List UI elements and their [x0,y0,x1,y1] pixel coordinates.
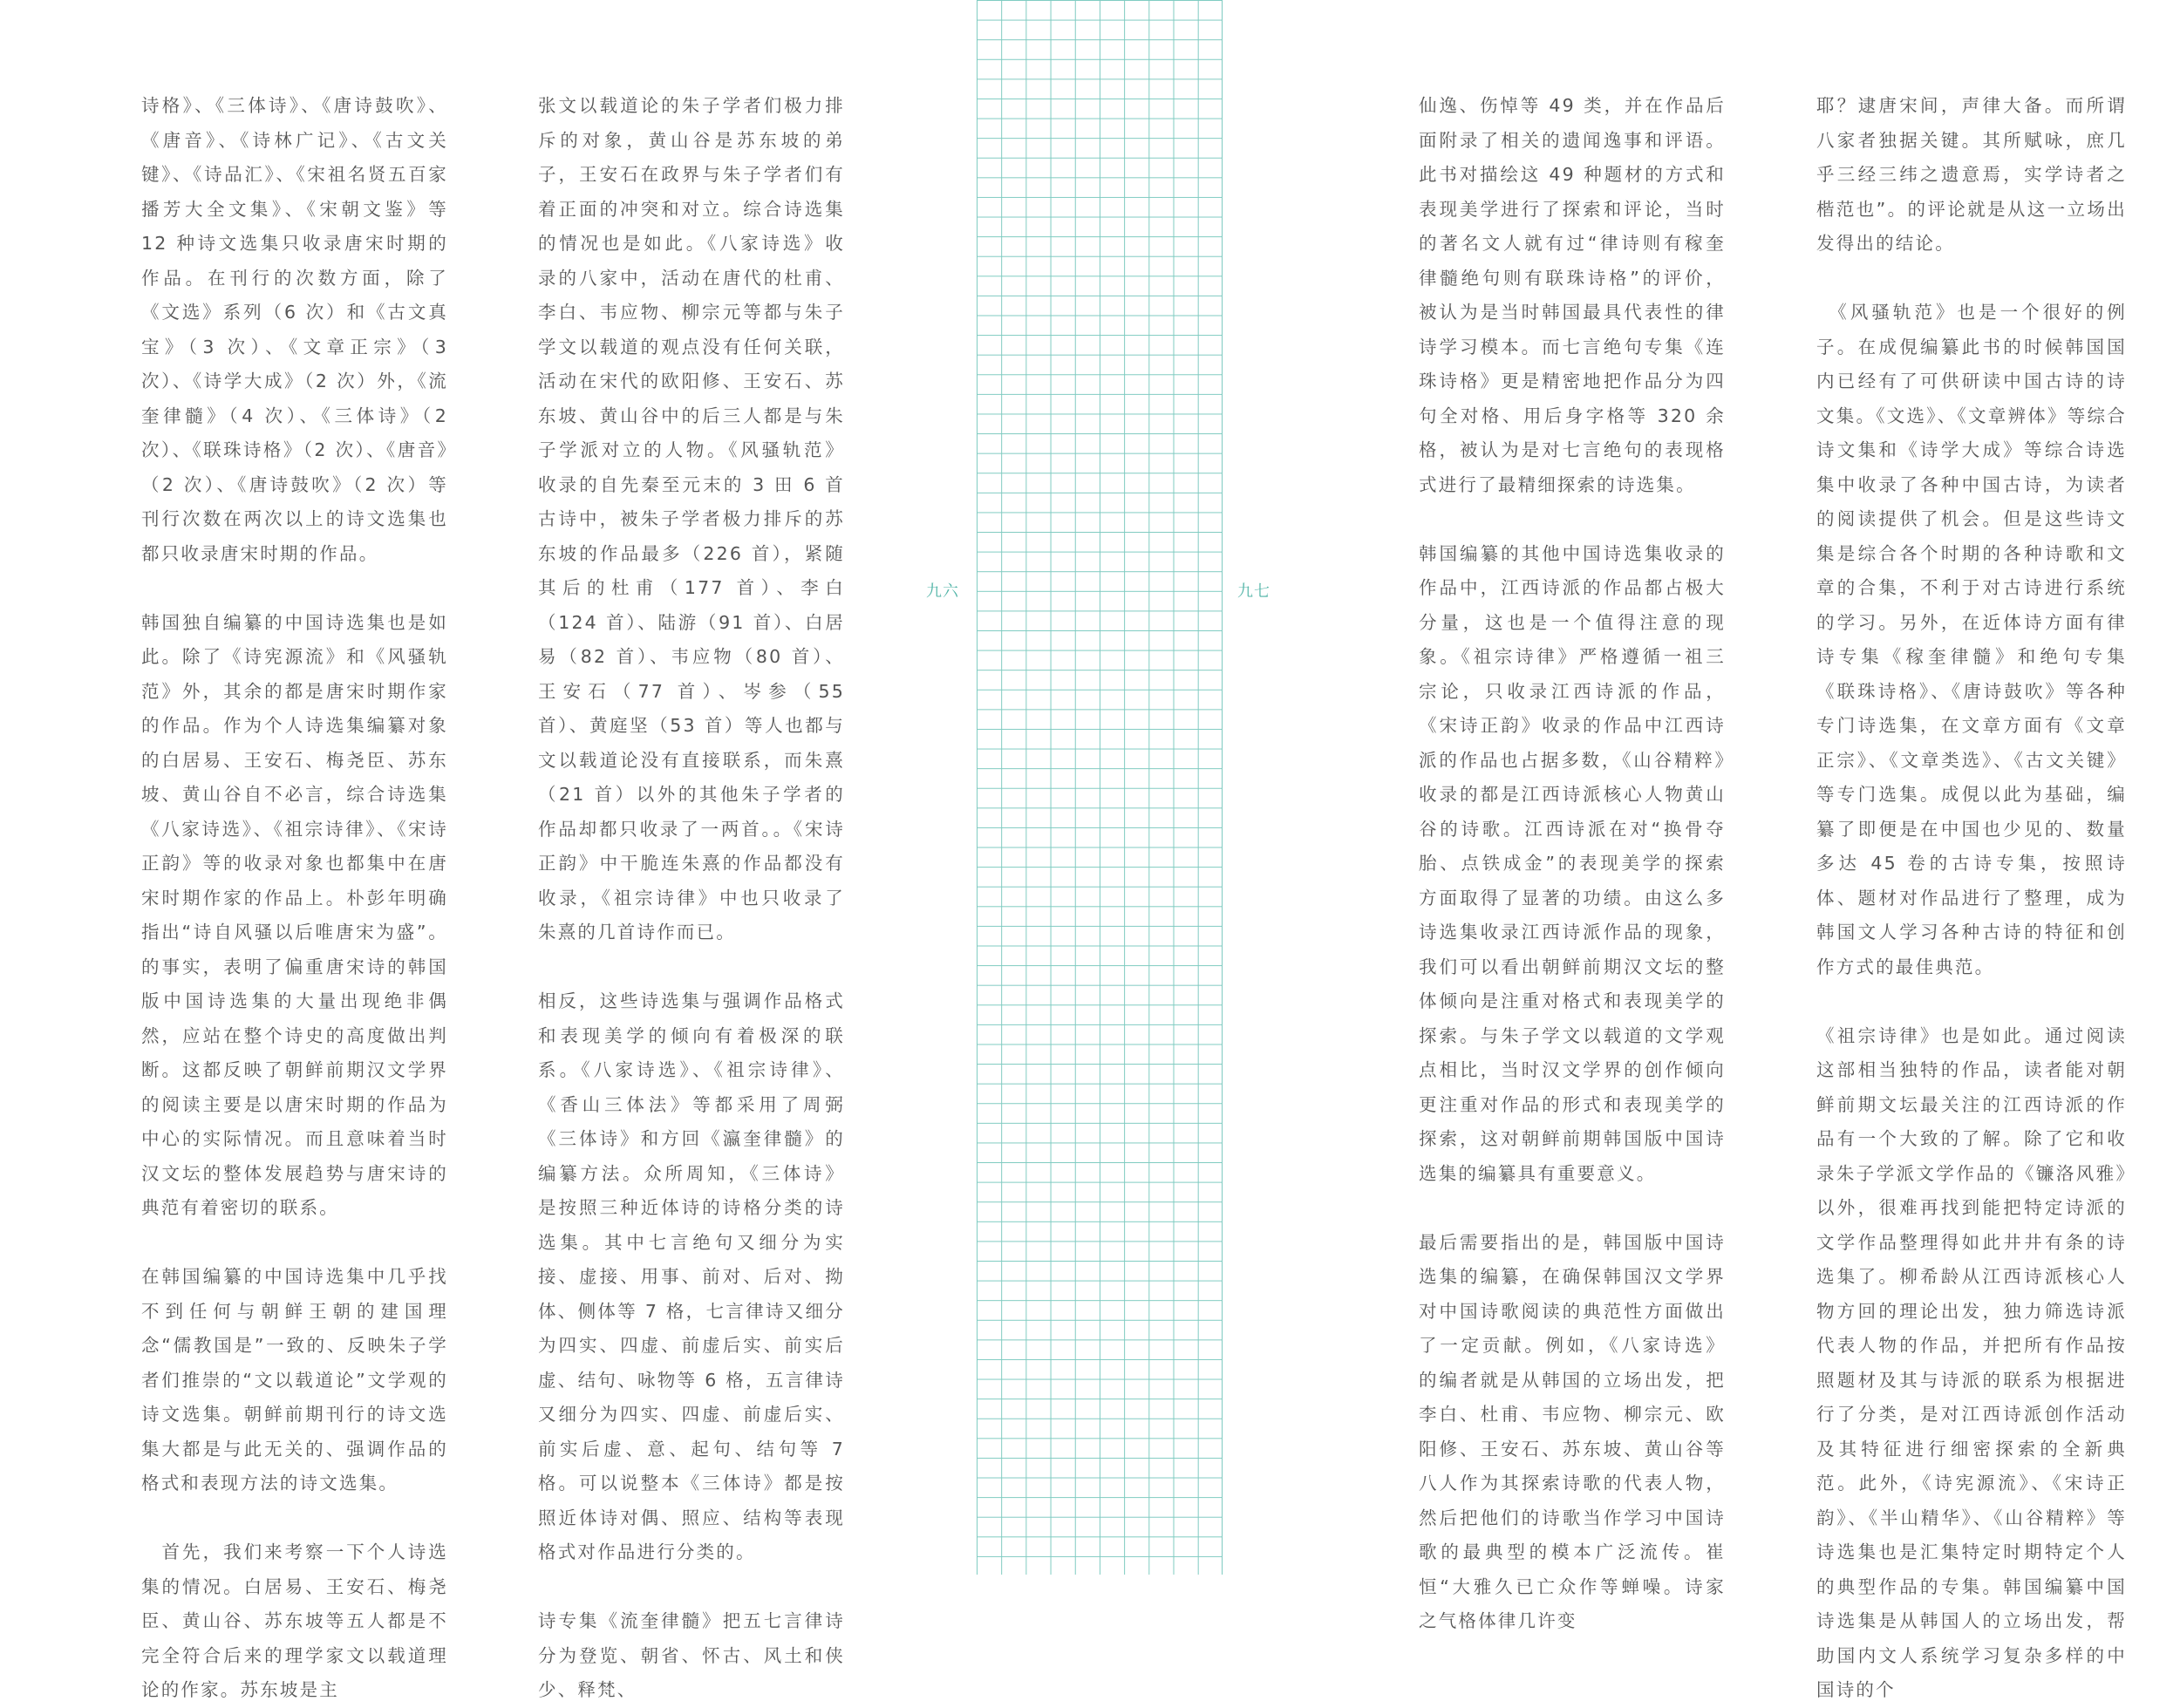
paragraph: 首先，我们来考察一下个人诗选集的情况。白居易、王安石、梅尧臣、黄山谷、苏东坡等五人都是不完全符合后来的理学家文以载道理论的作家。苏东坡是主 [141,1541,448,1700]
page-number-left: 九六 [926,582,959,601]
paragraph: 耶？逮唐宋间，声律大备。而所谓八家者独据关键。其所赋咏，庶几乎三经三纬之遗意焉，实学诗者之楷范也”。的评论就是从这一立场出发得出的结论。 [1816,95,2127,254]
paragraph: 《风骚轨范》也是一个很好的例子。在成俔编纂此书的时候韩国国内已经有了可供研读中国古诗的诗文集。《文选》、《文章辨体》等综合诗文集和《诗学大成》等综合诗选集中收录了各种中国古诗，为读者的阅读提供了机会。但是这些诗文集是综合各个时期的各种诗歌和文章的合集，不利于对古诗进行系统的学习。另外，在近体诗方面有律诗专集《稼奎律髓》和绝句专集《联珠诗格》、《唐诗鼓吹》等各种专门诗选集，在文章方面有《文章正宗》、《文章类选》、《古文关键》等专门选集。成俔以此为基础，编纂了即便是在中国也少见的、数量多达 45 卷的古诗专集，按照诗体、题材对作品进行了整理，成为韩国文人学习各种古诗的特征和创作方式的最佳典范。 [1816,302,2127,977]
right-page-column-2 [1816,89,2127,1708]
paragraph: 在韩国编纂的中国诗选集中几乎找不到任何与朝鲜王朝的建国理念“儒教国是”一致的、反映朱子学者们推崇的“文以载道论”文学观的诗文选集。朝鲜前期刊行的诗文选集大都是与此无关的、强调作品的格式和表现方法的诗文选集。 [141,1266,448,1494]
paragraph: 《祖宗诗律》也是如此。通过阅读这部相当独特的作品，读者能对朝鲜前期文坛最关注的江西诗派的作品有一个大致的了解。除了它和收录朱子学派文学作品的《镰洛风雅》以外，很难再找到能把特定诗派的文学作品整理得如此井井有条的诗选集了。柳希龄从江西诗派核心人物方回的理论出发，独力筛选诗派代表人物的作品，并把所有作品按照题材及其与诗派的联系为根据进行了分类，是对江西诗派创作活动及其特征进行细密探索的全新典范。此外，《诗宪源流》、《宋诗正韵》、《半山精华》、《山谷精粹》等诗选集也是汇集特定时期特定个人的典型作品的专集。韩国编纂中国诗选集是从韩国人的立场出发，帮助国内文人系统学习复杂多样的中国诗的个 [1816,1024,2127,1700]
left-page-column-1 [141,89,448,1708]
paragraph: 仙逸、伤悼等 49 类，并在作品后面附录了相关的遗闻逸事和评语。此书对描绘这 49 种题材的方式和表现美学进行了探索和评论，当时的著名文人就有过“律诗则有稼奎律髓绝句则有联珠诗格”的评价，被认为是当时韩国最具代表性的律诗学习模本。而七言绝句专集《连珠诗格》更是精密地把作品分为四句全对格、用后身字格等 320 余格，被认为是对七言绝句的表现格式进行了最精细探索的诗选集。 [1419,95,1726,495]
paragraph: 韩国编纂的其他中国诗选集收录的作品中，江西诗派的作品都占极大分量，这也是一个值得注意的现象。《祖宗诗律》严格遵循一祖三宗论，只收录江西诗派的作品，《宋诗正韵》收录的作品中江西诗派的作品也占据多数，《山谷精粹》收录的都是江西诗派核心人物黄山谷的诗歌。江西诗派在对“换骨夺胎、点铁成金”的表现美学的探索方面取得了显著的功绩。由这么多诗选集收录江西诗派作品的现象，我们可以看出朝鲜前期汉文坛的整体倾向是注重对格式和表现美学的探索。与朱子学文以载道的文学观点相比，当时汉文学界的创作倾向更注重对作品的形式和表现美学的探索，这对朝鲜前期韩国版中国诗选集的编纂具有重要意义。 [1419,542,1726,1184]
paragraph: 最后需要指出的是，韩国版中国诗选集的编纂，在确保韩国汉文学界对中国诗歌阅读的典范性方面做出了一定贡献。例如，《八家诗选》的编者就是从韩国的立场出发，把李白、杜甫、韦应物、柳宗元、欧阳修、王安石、苏东坡、黄山谷等八人作为其探索诗歌的代表人物，然后把他们的诗歌当作学习中国诗歌的最典型的模本广泛流传。崔恒“大雅久已亡众作等蝉噪。诗家之气格体律几许变 [1419,1231,1726,1631]
paragraph: 张文以载道论的朱子学者们极力排斥的对象，黄山谷是苏东坡的弟子，王安石在政界与朱子学者们有着正面的冲突和对立。综合诗选集的情况也是如此。《八家诗选》收录的八家中，活动在唐代的杜甫、李白、韦应物、柳宗元等都与朱子学文以载道的观点没有任何关联，活动在宋代的欧阳修、王安石、苏东坡、黄山谷中的后三人都是与朱子学派对立的人物。《风骚轨范》收录的自先秦至元末的 3 田 6 首古诗中，被朱子学者极力排斥的苏东坡的作品最多（226 首），紧随其后的杜甫（177 首）、李白（124 首）、陆游（91 首）、白居易（82 首）、韦应物（80 首）、王安石（77 首）、岑参（55 首）、黄庭坚（53 首）等人也都与文以载道论没有直接联系，而朱熹（21 首）以外的其他朱子学者的作品却都只收录了一两首。。《宋诗正韵》中干脆连朱熹的作品都没有收录，《祖宗诗律》中也只收录了朱熹的几首诗作而已。 [538,95,845,942]
page-number-right: 九七 [1237,582,1271,601]
paragraph: 诗格》、《三体诗》、《唐诗鼓吹》、《唐音》、《诗林广记》、《古文关键》、《诗品汇》、《宋祖名贤五百家播芳大全文集》、《宋朝文鉴》等 12 种诗文选集只收录唐宋时期的作品。在刊行的次数方面，除了《文选》系列（6 次）和《古文真宝》（3 次）、《文章正宗》（3 次）、《诗学大成》（2 次）外，《流奎律髓》（4 次）、《三体诗》（2 次）、《联珠诗格》（2 次）、《唐音》（2 次）、《唐诗鼓吹》（2 次）等刊行次数在两次以上的诗文选集也都只收录唐宋时期的作品。 [141,95,448,564]
paragraph: 韩国独自编纂的中国诗选集也是如此。除了《诗宪源流》和《风骚轨范》外，其余的都是唐宋时期作家的作品。作为个人诗选集编纂对象的白居易、王安石、梅尧臣、苏东坡、黄山谷自不必言，综合诗选集《八家诗选》、《祖宗诗律》、《宋诗正韵》等的收录对象也都集中在唐宋时期作家的作品上。朴彭年明确指出“诗自风骚以后唯唐宋为盛”。的事实，表明了偏重唐宋诗的韩国版中国诗选集的大量出现绝非偶然，应站在整个诗史的高度做出判断。这都反映了朝鲜前期汉文学界的阅读主要是以唐宋时期的作品为中心的实际情况。而且意味着当时汉文坛的整体发展趋势与唐宋诗的典范有着密切的联系。 [141,611,448,1218]
left-page-column-2 [538,89,845,1708]
gutter-grid [977,0,1223,1575]
paragraph: 诗专集《流奎律髓》把五七言律诗分为登览、朝省、怀古、风土和侠少、释梵、 [538,1610,845,1700]
right-page-column-1 [1419,89,1726,1639]
paragraph: 相反，这些诗选集与强调作品格式和表现美学的倾向有着极深的联系。《八家诗选》、《祖宗诗律》、《香山三体法》等都采用了周弼《三体诗》和方回《瀛奎律髓》的编纂方法。众所周知，《三体诗》是按照三种近体诗的诗格分类的诗选集。其中七言绝句又细分为实接、虚接、用事、前对、后对、拗体、侧体等 7 格，七言律诗又细分为四实、四虚、前虚后实、前实后虚、结句、咏物等 6 格，五言律诗又细分为四实、四虚、前虚后实、前实后虚、意、起句、结句等 7 格。可以说整本《三体诗》都是按照近体诗对偶、照应、结构等表现格式对作品进行分类的。 [538,990,845,1562]
